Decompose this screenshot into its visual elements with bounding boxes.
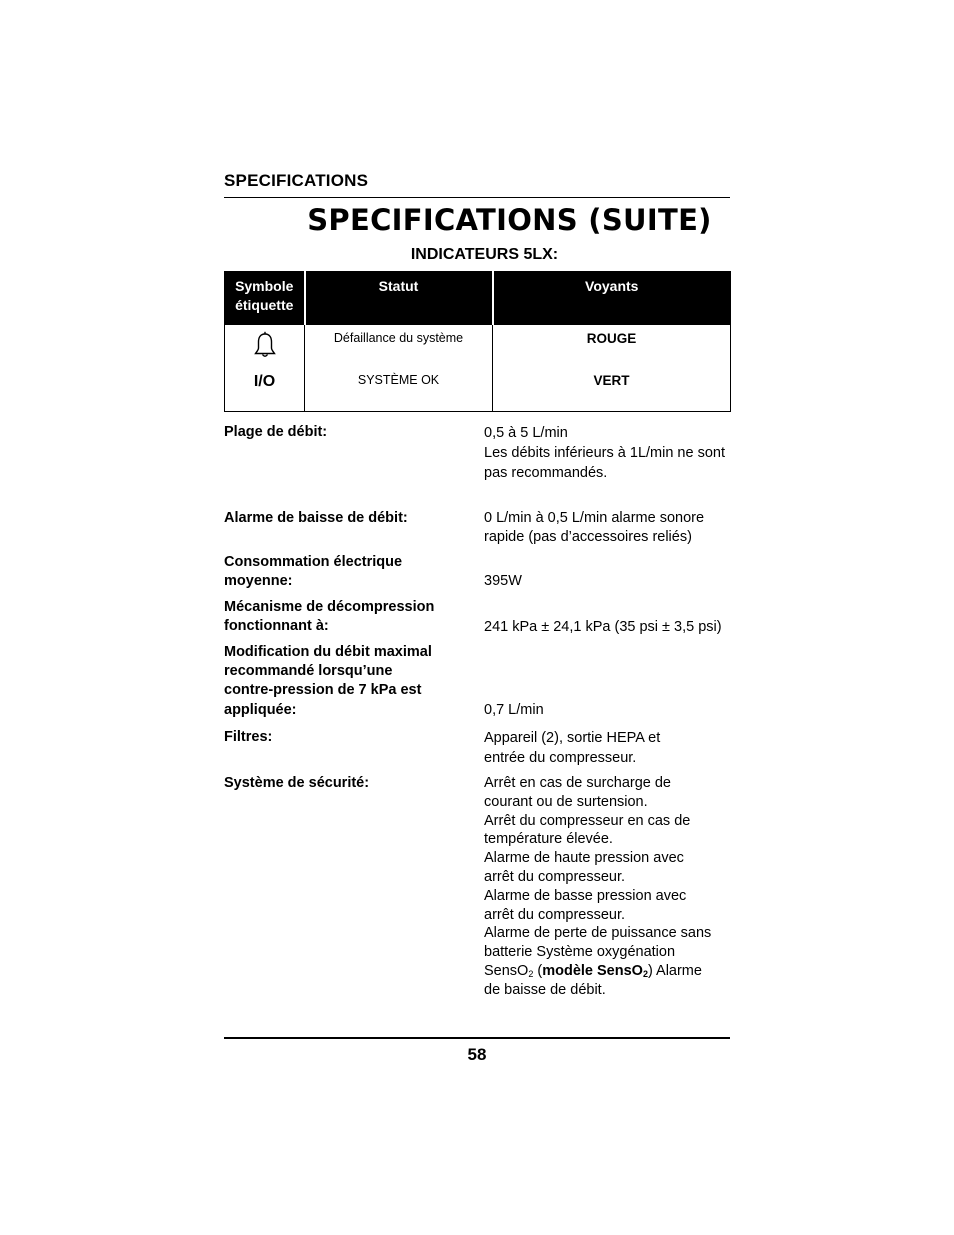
spec-value-low-flow-alarm: 0 L/min à 0,5 L/min alarme sonore rapide (pas d’accessoires reliés) xyxy=(484,510,705,545)
status-cell: SYSTÈME OK xyxy=(305,373,493,412)
column-header-status: Statut xyxy=(305,272,493,325)
footer-rule xyxy=(224,1037,730,1039)
io-symbol-label: I/O xyxy=(225,373,305,412)
manual-page xyxy=(224,0,730,1235)
spec-label-filters: Filtres: xyxy=(224,729,273,745)
column-header-lights: Voyants xyxy=(493,272,731,325)
light-cell: VERT xyxy=(493,373,731,412)
symbol-cell xyxy=(225,325,305,374)
senso-line: SensO$_2$ (modèle SensO$_2$) Alarme xyxy=(484,962,702,979)
indicators-subtitle: INDICATEURS 5LX: xyxy=(410,246,559,263)
spec-value-filters: Appareil (2), sortie HEPA et entrée du compresseur. xyxy=(484,730,661,766)
status-cell: Défaillance du système xyxy=(305,325,493,374)
column-header-symbol xyxy=(225,272,305,325)
spec-value-pressure-relief: 241 kPa ± 24,1 kPa (35 psi ± 3,5 psi) xyxy=(484,619,722,635)
spec-label-safety-system: Système de sécurité: xyxy=(224,775,370,791)
spec-value-flow-range: 0,5 à 5 L/min Les débits inférieurs à 1L/min ne sont pas recommandés. xyxy=(484,425,725,481)
spec-value-safety-system: Arrêt en cas de surcharge de courant ou de surtension. Arrêt du compresseur en cas de température élevée. Alarme de haute pression avec arrêt du compresseur. Alarme de basse pression avec arrêt du compresseur. Alarme de perte de puissance sans batterie Système oxygénation SensO$_2$ (modèle SensO$_2$) Alarme de baisse de débit. xyxy=(484,774,730,1000)
page-number: 58 xyxy=(467,1045,487,1064)
light-cell: ROUGE xyxy=(493,325,731,374)
column-header-symbol-label: Symbole étiquette xyxy=(235,278,294,313)
table-header-row xyxy=(225,272,731,325)
table-row xyxy=(225,373,731,412)
spec-value-max-flow-change: 0,7 L/min xyxy=(484,702,544,718)
header-rule xyxy=(224,197,730,198)
spec-value-power-consumption: 395W xyxy=(484,573,522,589)
page-title: SPECIFICATIONS (SUITE) xyxy=(307,203,712,237)
table-row xyxy=(225,325,731,374)
spec-label-max-flow-change: Modification du débit maximal recommandé lorsqu’une contre-pression de 7 kPa est appliquée: xyxy=(224,644,432,718)
indicator-table xyxy=(224,271,731,412)
spec-label-low-flow-alarm: Alarme de baisse de débit: xyxy=(224,510,408,526)
bell-icon xyxy=(253,331,277,359)
section-header: SPECIFICATIONS xyxy=(224,171,369,190)
spec-label-flow-range: Plage de débit: xyxy=(224,424,328,440)
spec-label-pressure-relief: Mécanisme de décompression fonctionnant à: xyxy=(224,599,435,635)
spec-label-power-consumption: Consommation électrique moyenne: xyxy=(224,554,403,590)
